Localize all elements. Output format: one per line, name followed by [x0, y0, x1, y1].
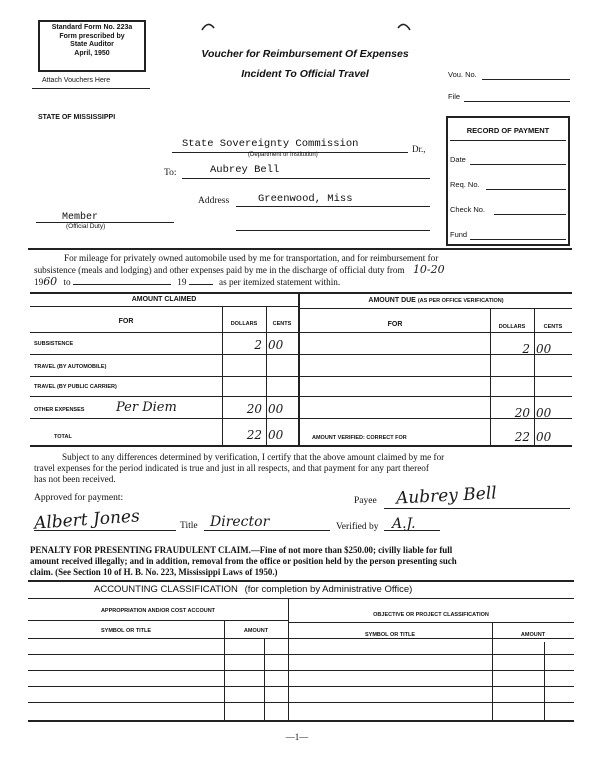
statement-from-date: 10-20	[412, 263, 445, 276]
record-fund-field[interactable]	[470, 239, 566, 240]
due-cents-header: CENTS	[543, 324, 563, 330]
claimed-dollars-header: DOLLARS	[230, 321, 258, 327]
department-caption: (Department or Institution)	[248, 152, 318, 158]
approver-signature: Albert Jones	[33, 506, 141, 534]
record-fund-label: Fund	[450, 230, 468, 239]
table-top-rule	[30, 292, 572, 294]
statement-year2: 19	[177, 277, 187, 287]
to-label: To:	[164, 168, 177, 178]
row-rule-1	[30, 354, 572, 355]
section-divider	[28, 248, 572, 250]
punch-mark-right	[396, 20, 412, 32]
row-other-dollars: 20	[246, 402, 262, 416]
left-symbol-header: SYMBOL OR TITLE	[100, 628, 151, 634]
file-field[interactable]	[464, 101, 570, 102]
record-check-label: Check No.	[450, 205, 486, 214]
verified-by-line[interactable]	[384, 530, 440, 531]
form-box-line1: Standard Form No. 223a	[51, 24, 133, 31]
statement-year2-blank[interactable]	[189, 284, 213, 285]
row-total-cents: 00	[268, 428, 284, 442]
payee-name: Aubrey Bell	[210, 164, 280, 176]
record-check-field[interactable]	[494, 214, 566, 215]
record-date-label: Date	[450, 155, 466, 164]
payee-signature-line[interactable]	[384, 508, 570, 509]
row-subsistence-dollars: 2	[254, 338, 262, 352]
row-subsistence-cents: 00	[268, 338, 284, 352]
approver-title-value: Director	[210, 514, 270, 530]
address-field-line2[interactable]	[236, 230, 430, 231]
statement-year-hand: 60	[43, 275, 58, 288]
address-label: Address	[198, 196, 230, 206]
accounting-table	[28, 598, 574, 722]
due-other-cents: 00	[536, 406, 552, 420]
penalty-text	[30, 545, 574, 578]
statement-line1: For mileage for privately owned automobile used by me for transportation, and for reimbursement for	[64, 253, 439, 263]
left-amount-divider	[224, 620, 225, 722]
certification-text	[34, 452, 574, 485]
record-title-rule	[450, 140, 566, 141]
record-req-field[interactable]	[486, 189, 566, 190]
to-field[interactable]	[182, 178, 430, 179]
statement-to-blank[interactable]	[73, 284, 171, 285]
table-bottom-rule	[30, 445, 572, 447]
statement-line2	[34, 264, 574, 276]
amount-table	[30, 292, 572, 446]
state-label: STATE OF MISSISSIPPI	[38, 114, 116, 121]
payee-label: Payee	[354, 496, 377, 506]
claimed-for-header: FOR	[118, 318, 134, 325]
accounting-row-rule-1	[28, 638, 574, 639]
attach-vouchers-rule	[32, 88, 150, 89]
accounting-row-rule-2	[28, 654, 574, 655]
voucher-number-label: Vou. No.	[448, 70, 477, 79]
due-subsistence-cents: 00	[536, 342, 552, 356]
amount-verified-label: AMOUNT VERIFIED: CORRECT FOR	[312, 435, 407, 441]
statement-line3-end: as per itemized statement within.	[219, 277, 341, 287]
accounting-subtitle: (for completion by Administrative Office)	[244, 584, 413, 595]
amount-claimed-header: AMOUNT CLAIMED	[131, 296, 197, 303]
due-total-cents: 00	[536, 430, 552, 444]
penalty-line2: amount received illegally; and in addition, removal from the office or position held by the person presenting such	[30, 556, 457, 566]
row-total-dollars: 22	[246, 428, 262, 442]
punch-mark-left	[200, 20, 216, 32]
address-value: Greenwood, Miss	[258, 193, 353, 205]
amount-due-header-wrap	[300, 297, 572, 304]
accounting-row-rule-3	[28, 670, 574, 671]
accounting-subheader-rule-right	[288, 622, 574, 623]
penalty-line3: claim. (See Section 10 of H. B. No. 223, Mississippi Laws of 1950.)	[30, 567, 278, 577]
due-header-rule	[300, 308, 572, 309]
address-field[interactable]	[236, 206, 430, 207]
amount-due-header: AMOUNT DUE	[368, 297, 416, 304]
due-for-header: FOR	[387, 321, 403, 328]
right-symbol-header: SYMBOL OR TITLE	[364, 632, 415, 638]
claimed-cents-header: CENTS	[272, 321, 292, 327]
certification-line1: Subject to any differences determined by verification, I certify that the above amount claimed by me for	[62, 452, 445, 462]
left-amount-header: AMOUNT	[243, 628, 269, 634]
approver-title-line[interactable]	[204, 530, 330, 531]
certification-line2: travel expenses for the period indicated is true and just in all respects, and that payment for any part thereof	[34, 463, 429, 473]
objective-header: OBJECTIVE OR PROJECT CLASSIFICATION	[373, 612, 489, 618]
row-subsistence-label: SUBSISTENCE	[34, 341, 74, 347]
appropriation-header: APPROPRIATION AND/OR COST ACCOUNT	[100, 608, 216, 614]
right-amount-header: AMOUNT	[520, 632, 546, 638]
penalty-line1: PENALTY FOR PRESENTING FRAUDULENT CLAIM.—Fine of not more than $250.00; civilly liable for full	[30, 545, 453, 555]
row-other-label: OTHER EXPENSES	[34, 407, 85, 413]
form-box-text	[38, 24, 146, 58]
form-title-line2: Incident To Official Travel	[241, 68, 369, 80]
approver-signature-line[interactable]	[34, 530, 176, 531]
accounting-top-rule	[28, 580, 574, 582]
department-value: State Sovereignty Commission	[182, 138, 359, 150]
row-other-cents: 00	[268, 402, 284, 416]
statement-year-prefix: 19	[34, 277, 44, 287]
form-title-line1: Voucher for Reimbursement Of Expenses	[201, 48, 409, 60]
mileage-statement	[34, 253, 574, 288]
accounting-title-wrap	[94, 584, 412, 595]
verified-by-label: Verified by	[336, 522, 379, 532]
claimed-header-rule	[30, 306, 300, 307]
row-carrier-label: TRAVEL (BY PUBLIC CARRIER)	[34, 384, 117, 390]
approved-label: Approved for payment:	[34, 493, 124, 503]
row-total-label: TOTAL	[54, 434, 72, 440]
due-subsistence-dollars: 2	[522, 342, 530, 356]
voucher-number-field[interactable]	[482, 79, 570, 80]
accounting-row-rule-5	[28, 702, 574, 703]
due-dollars-header: DOLLARS	[498, 324, 526, 330]
form-box-line2: Form prescribed by	[59, 32, 125, 40]
right-amount-divider	[492, 622, 493, 722]
official-duty-caption: (Official Duty)	[66, 223, 106, 230]
row-rule-4	[30, 418, 572, 419]
file-label: File	[448, 92, 461, 101]
record-req-label: Req. No.	[450, 180, 480, 189]
statement-line3	[34, 276, 574, 288]
certification-line3: has not been received.	[34, 474, 116, 484]
payee-signature: Aubrey Bell	[395, 483, 498, 509]
row-rule-2	[30, 376, 572, 377]
row-rule-3	[30, 396, 572, 397]
accounting-title: ACCOUNTING CLASSIFICATION	[94, 584, 238, 595]
form-box-line4: April, 1950	[74, 49, 110, 57]
accounting-row-rule-4	[28, 686, 574, 687]
dr-label: Dr.,	[412, 144, 426, 154]
attach-vouchers-label: Attach Vouchers Here	[42, 77, 111, 84]
accounting-subheader-rule-left	[28, 620, 288, 621]
table-center-divider	[298, 292, 300, 446]
statement-to-label: to	[63, 277, 71, 287]
official-duty-value: Member	[62, 212, 99, 223]
amount-due-header-note: (AS PER OFFICE VERIFICATION)	[417, 298, 504, 304]
left-amount-subdivider	[264, 638, 265, 722]
approver-title-label: Title	[180, 521, 198, 531]
record-date-field[interactable]	[470, 164, 566, 165]
row-other-note: Per Diem	[116, 400, 177, 415]
statement-line2-text: subsistence (meals and lodging) and other expenses paid by me in the discharge of official duty from	[34, 265, 405, 275]
page-number: —1—	[285, 732, 309, 742]
row-auto-label: TRAVEL (BY AUTOMOBILE)	[34, 364, 107, 370]
due-total-dollars: 22	[514, 430, 530, 444]
form-box-line3: State Auditor	[70, 41, 114, 49]
accounting-bottom-rule	[28, 720, 574, 722]
due-other-dollars: 20	[514, 406, 530, 420]
verified-by-value: A.J.	[392, 516, 416, 532]
form-title	[170, 44, 440, 84]
record-of-payment-title: RECORD OF PAYMENT	[466, 126, 550, 135]
